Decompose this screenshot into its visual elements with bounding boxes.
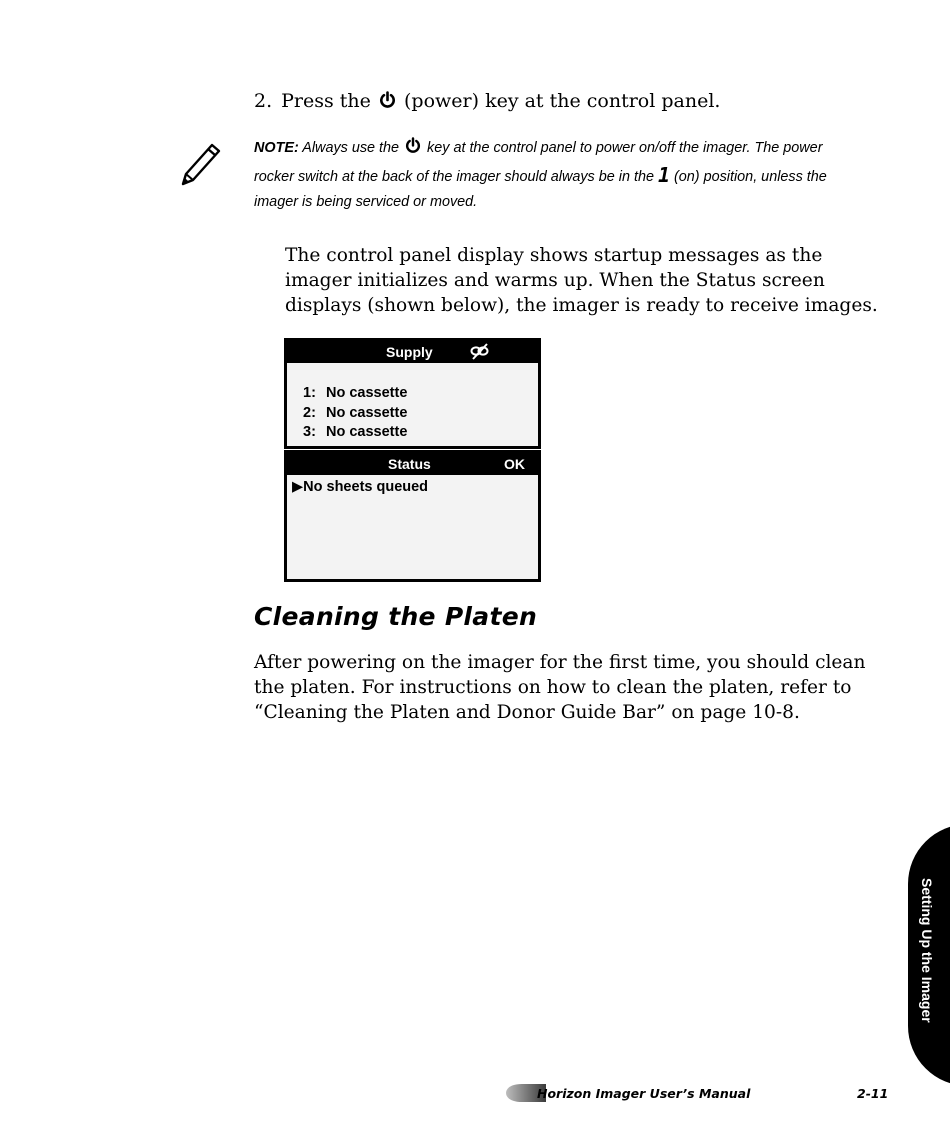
queue-line [292, 479, 428, 495]
queue-status: No sheets queued [303, 479, 429, 495]
cassette-item [303, 384, 407, 404]
supply-screen [284, 338, 541, 449]
supply-screen-header [287, 341, 538, 363]
chapter-tab [908, 824, 950, 1086]
status-screen [284, 450, 541, 582]
note-text-1: Always use the [302, 140, 400, 156]
pencil-icon [178, 138, 224, 190]
selection-marker-icon: ▶ [292, 479, 304, 495]
cassette-index: 2: [303, 404, 316, 421]
power-icon [379, 91, 396, 114]
chapter-tab-label: Setting Up the Imager [919, 878, 935, 1023]
footer-manual-title: Horizon Imager User’s Manual [537, 1086, 751, 1101]
section-heading: Cleaning the Platen [254, 602, 538, 631]
supply-screen-body [287, 363, 538, 446]
status-screen-body [287, 475, 538, 579]
status-description-paragraph: The control panel display shows startup messages as the imager initializes and warms up. When the Status screen displays (shown below), the imager is ready to receive images. [285, 245, 878, 316]
step-number: 2. [254, 90, 273, 112]
power-icon [405, 137, 421, 163]
step-instruction [254, 90, 720, 114]
note-label: NOTE: [254, 140, 299, 156]
cassette-status: No cassette [326, 424, 408, 440]
cassette-item [303, 423, 407, 443]
status-title: Status [388, 456, 431, 472]
supply-title: Supply [386, 344, 433, 360]
cassette-status: No cassette [326, 404, 408, 421]
step-text-before: Press the [281, 90, 371, 112]
on-position-symbol: 1 [657, 163, 670, 187]
supply-link-icon [469, 343, 491, 364]
status-state: OK [504, 456, 525, 472]
note-block [254, 136, 864, 215]
cassette-list [303, 384, 407, 443]
cassette-status: No cassette [326, 385, 408, 401]
step-text-after: (power) key at the control panel. [404, 90, 721, 112]
status-screen-header [287, 453, 538, 475]
footer-page-number: 2-11 [857, 1086, 889, 1101]
cleaning-paragraph: After powering on the imager for the first time, you should clean the platen. For instructions on how to clean the platen, refer to “Cleaning the Platen and Donor Guide Bar” on page 10-8. [254, 652, 866, 723]
cassette-index: 1: [303, 385, 316, 401]
note-text-2: key at the control panel to power on/off the imager. The power rocker switch at the back of the imager should always be in the [254, 140, 823, 185]
note-text-3: (on) position, unless the imager is being serviced or moved. [254, 169, 827, 210]
cassette-item [303, 404, 407, 424]
cassette-index: 3: [303, 424, 316, 440]
